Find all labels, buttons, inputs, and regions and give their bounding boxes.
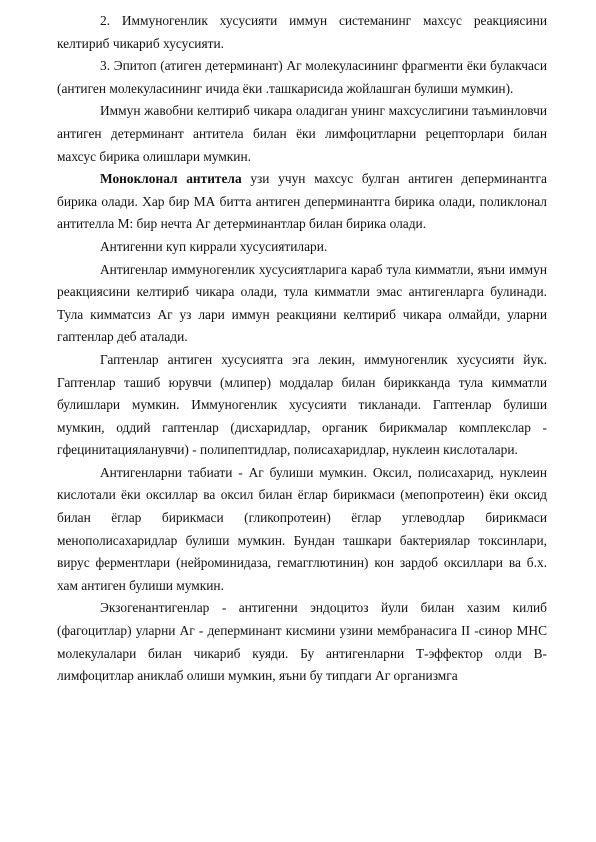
paragraph-9: [57, 597, 547, 687]
paragraph-5: [57, 236, 547, 259]
document-page: [57, 10, 547, 688]
paragraph-3-text: Иммун жавобни келтириб чикара оладиган унинг махсуслигини таъминловчи антиген детерминант антитела билан ёки лимфоцитларни рецепторлари билан махсус бирика олишлари мумкин.: [57, 103, 547, 164]
paragraph-8-text: Антигенларни табиати - Аг булиши мумкин. Оксил, полисахарид, нуклеин кислотали ёки оксиллар ва оксил билан ёглар бирикмаси (мепопротеин) ёки оксид билан ёглар бирикмаси (гликопротеин) ёглар углеводлар бирикмаси менополисахаридлар булиши мумкин. Бундан ташкари бактериялар токсинлари, вирус ферментлари (нейроминидаза, гемагглютинин) кон зардоб оксиллари ва б.х. хам антиген булиши мумкин.: [57, 464, 547, 593]
paragraph-5-text: Антигенни куп киррали хусусиятилари.: [100, 238, 328, 254]
paragraph-1-text: 2. Иммуногенлик хусусияти иммун системанинг махсус реакциясини келтириб чикариб хусусияти.: [57, 13, 547, 51]
paragraph-2: [57, 55, 547, 100]
paragraph-9-text: Экзогенантигенлар - антигенни эндоцитоз йули билан хазим килиб (фагоцитлар) уларни Аг - деперминант кисмини узини мембранасига II -синор МНС молекулалари билан чикариб куяди. Бу антигенларни Т-эффектор олди В-лимфоцитлар аниклаб олиши мумкин, яъни бу типдаги Аг организмга: [57, 600, 547, 684]
paragraph-8: [57, 462, 547, 598]
paragraph-4: [57, 168, 547, 236]
paragraph-4-text: узи учун махсус булган антиген деперминантга бирика олади. Хар бир МА битта антиген деперминантга бирика олади, поликлонал антителла М: бир нечта Аг детерминантлар билан бирика олади.: [57, 171, 547, 232]
paragraph-6: [57, 259, 547, 349]
paragraph-4-bold-term: Моноклонал антитела: [100, 171, 242, 187]
paragraph-3: [57, 100, 547, 168]
paragraph-2-text: 3. Эпитоп (атиген детерминант) Аг молекуласининг фрагменти ёки булакчаси (антиген молекуласининг ичида ёки .ташкарисида жойлашган булиши мумкин).: [57, 58, 547, 96]
paragraph-6-text: Антигенлар иммуногенлик хусусиятларига караб тула кимматли, яъни иммун реакциясини келтириб чикара олади, тула кимматли эмас антигенларга булинади. Тула кимматсиз Аг уз лари иммун реакцияни келтириб чикара олмайди, уларни гаптенлар деб аталади.: [57, 261, 547, 345]
paragraph-7: [57, 349, 547, 462]
paragraph-1: [57, 10, 547, 55]
paragraph-7-text: Гаптенлар антиген хусусиятга эга лекин, иммуногенлик хусусияти йук. Гаптенлар ташиб юрувчи (млипер) моддалар билан бирикканда тула кимматли булишлари мумкин. Иммуногенлик хусусияти тикланади. Гаптенлар булиши мумкин, оддий гаптенлар (дисхаридлар, органик бирикмалар комплекслар - гфецинитацияланувчи) - полипептидлар, полисахаридлар, нуклеин кислоталари.: [57, 351, 547, 458]
